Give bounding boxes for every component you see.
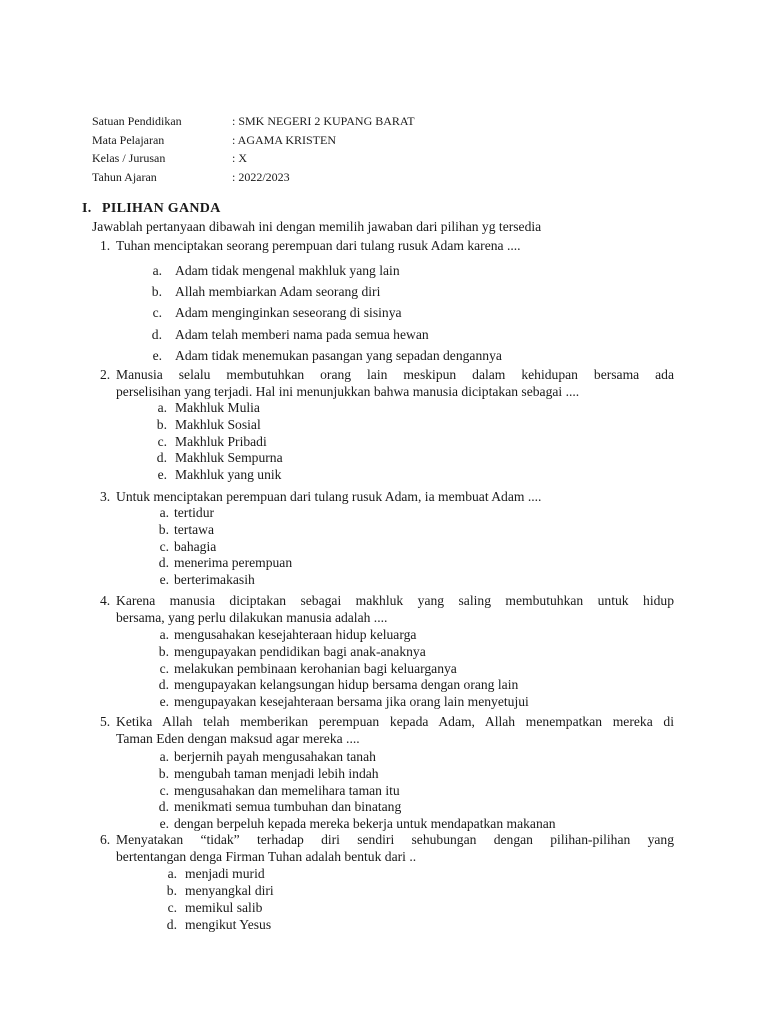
option-a[interactable]: [150, 260, 502, 281]
option-c[interactable]: [156, 539, 292, 556]
option-text: tertidur: [174, 505, 215, 520]
document-header: [92, 112, 692, 186]
option-letter: e.: [159, 694, 169, 710]
question-text: Untuk menciptakan perempuan dari tulang rusuk Adam, ia membuat Adam ....: [116, 489, 542, 504]
option-text: menyangkal diri: [185, 883, 274, 898]
option-letter: a.: [167, 866, 177, 881]
option-d[interactable]: [160, 916, 274, 933]
option-b[interactable]: [150, 281, 502, 302]
option-d[interactable]: [154, 450, 283, 467]
header-row: [92, 149, 692, 168]
option-text: Makhluk yang unik: [175, 467, 282, 483]
option-letter: e.: [159, 816, 169, 832]
option-letter: d.: [151, 326, 162, 342]
option-letter: a.: [159, 627, 169, 642]
option-letter: c.: [159, 538, 169, 554]
option-text: menjadi murid: [185, 866, 265, 881]
question-6-options: [160, 865, 274, 933]
question-1: [100, 238, 674, 255]
question-2: [100, 367, 674, 400]
option-text: tertawa: [174, 521, 214, 537]
question-3: [100, 489, 674, 506]
option-c[interactable]: [156, 783, 556, 800]
option-letter: b.: [158, 643, 169, 659]
header-value: : 2022/2023: [232, 169, 290, 184]
option-letter: d.: [158, 799, 169, 815]
option-d[interactable]: [156, 799, 556, 816]
option-d[interactable]: [156, 555, 292, 572]
header-row: [92, 131, 692, 150]
question-number: 1.: [100, 238, 111, 253]
option-e[interactable]: [156, 694, 529, 711]
option-letter: d.: [158, 677, 169, 693]
option-letter: c.: [152, 305, 162, 321]
question-number: 4.: [100, 593, 111, 608]
header-label: Mata Pelajaran: [92, 132, 165, 147]
question-number: 6.: [100, 832, 111, 847]
option-text: menerima perempuan: [174, 555, 293, 571]
option-text: melakukan pembinaan kerohanian bagi keluarganya: [174, 660, 457, 676]
header-label: Tahun Ajaran: [92, 169, 157, 184]
question-6: [100, 832, 674, 865]
header-value: : AGAMA KRISTEN: [232, 132, 337, 147]
question-5-options: [156, 749, 556, 833]
option-letter: d.: [156, 450, 167, 466]
question-text: bertentangan denga Firman Tuhan adalah bentuk dari ..: [116, 848, 417, 864]
option-b[interactable]: [154, 417, 283, 434]
option-text: Adam tidak mengenal makhluk yang lain: [175, 263, 400, 278]
question-text: perselisihan yang terjadi. Hal ini menunjukkan bahwa manusia diciptakan sebagai ....: [116, 383, 580, 399]
question-1-options: [150, 260, 502, 366]
option-text: mengubah taman menjadi lebih indah: [174, 765, 379, 781]
option-text: mengikut Yesus: [185, 917, 272, 932]
option-text: Adam menginginkan seseorang di sisinya: [175, 305, 402, 321]
option-a[interactable]: [160, 865, 274, 882]
question-text: Taman Eden dengan maksud agar mereka ....: [116, 730, 360, 746]
question-number: 5.: [100, 714, 111, 729]
option-text: mengupayakan pendidikan bagi anak-anaknya: [174, 643, 426, 659]
option-e[interactable]: [156, 572, 292, 589]
option-text: Makhluk Mulia: [175, 400, 260, 415]
option-letter: d.: [158, 555, 169, 571]
option-d[interactable]: [150, 324, 502, 345]
option-e[interactable]: [156, 816, 556, 833]
option-a[interactable]: [156, 749, 556, 766]
option-a[interactable]: [154, 400, 283, 417]
option-letter: e.: [159, 572, 169, 588]
question-text: Menyatakan “tidak” terhadap diri sendiri sehubungan dengan pilihan-pilihan yang: [116, 832, 674, 847]
section-heading: [82, 199, 682, 218]
option-a[interactable]: [156, 505, 292, 522]
option-text: berjernih payah mengusahakan tanah: [174, 749, 376, 764]
header-label: Kelas / Jurusan: [92, 151, 166, 165]
option-letter: a.: [152, 263, 162, 278]
option-b[interactable]: [156, 766, 556, 783]
option-text: berterimakasih: [174, 572, 255, 588]
option-b[interactable]: [156, 522, 292, 539]
option-e[interactable]: [150, 345, 502, 366]
header-row: [92, 168, 692, 187]
option-text: mengusahakan kesejahteraan hidup keluarga: [174, 627, 417, 642]
instruction-text: Jawablah pertanyaan dibawah ini dengan memilih jawaban dari pilihan yg tersedia: [92, 219, 542, 234]
option-e[interactable]: [154, 467, 283, 484]
option-letter: a.: [157, 400, 167, 415]
option-d[interactable]: [156, 677, 529, 694]
question-number: 3.: [100, 489, 111, 504]
option-letter: b.: [166, 883, 177, 898]
option-letter: b.: [156, 416, 167, 432]
option-letter: a.: [159, 505, 169, 520]
question-text: Karena manusia diciptakan sebagai makhluk yang saling membutuhkan untuk hidup: [116, 593, 674, 608]
option-text: Makhluk Sosial: [175, 416, 261, 432]
option-letter: e.: [152, 347, 162, 363]
option-text: Adam tidak menemukan pasangan yang sepadan dengannya: [175, 347, 502, 363]
option-letter: b.: [158, 521, 169, 537]
option-text: menikmati semua tumbuhan dan binatang: [174, 799, 402, 815]
question-text: Manusia selalu membutuhkan orang lain meskipun dalam kehidupan bersama ada: [116, 367, 674, 382]
option-text: dengan berpeluh kepada mereka bekerja untuk mendapatkan makanan: [174, 816, 556, 832]
question-5: [100, 714, 674, 747]
option-b[interactable]: [156, 644, 529, 661]
option-c[interactable]: [154, 434, 283, 451]
option-letter: d.: [166, 917, 177, 932]
option-text: Allah membiarkan Adam seorang diri: [175, 284, 381, 300]
option-b[interactable]: [160, 882, 274, 899]
question-3-options: [156, 505, 292, 589]
header-value: : SMK NEGERI 2 KUPANG BARAT: [232, 114, 415, 128]
option-a[interactable]: [156, 627, 529, 644]
option-text: mengupayakan kesejahteraan bersama jika orang lain menyetujui: [174, 694, 529, 710]
option-c[interactable]: [156, 661, 529, 678]
option-text: memikul salib: [185, 900, 263, 915]
question-4-options: [156, 627, 529, 711]
option-c[interactable]: [150, 302, 502, 323]
question-text: bersama, yang perlu dilakukan manusia adalah ....: [116, 609, 388, 625]
option-letter: c.: [159, 782, 169, 798]
header-row: [92, 112, 692, 131]
section-number: I.: [82, 201, 92, 216]
option-text: bahagia: [174, 538, 217, 554]
option-letter: b.: [158, 765, 169, 781]
option-letter: c.: [159, 660, 169, 676]
option-c[interactable]: [160, 899, 274, 916]
option-text: mengusahakan dan memelihara taman itu: [174, 782, 400, 798]
option-letter: c.: [157, 433, 167, 449]
option-text: Makhluk Sempurna: [175, 450, 283, 466]
option-letter: a.: [159, 749, 169, 764]
option-text: Makhluk Pribadi: [175, 433, 267, 449]
question-number: 2.: [100, 367, 111, 382]
option-letter: b.: [151, 284, 162, 300]
question-text: Ketika Allah telah memberikan perempuan kepada Adam, Allah menempatkan mereka di: [116, 714, 674, 729]
question-4: [100, 593, 674, 626]
option-text: Adam telah memberi nama pada semua hewan: [175, 326, 429, 342]
option-letter: e.: [157, 467, 167, 483]
section-title: PILIHAN GANDA: [102, 201, 221, 216]
header-value: : X: [232, 151, 247, 165]
option-text: mengupayakan kelangsungan hidup bersama dengan orang lain: [174, 677, 519, 693]
header-label: Satuan Pendidikan: [92, 114, 182, 128]
question-2-options: [154, 400, 283, 484]
option-letter: c.: [167, 900, 177, 915]
question-text: Tuhan menciptakan seorang perempuan dari tulang rusuk Adam karena ....: [116, 238, 521, 253]
